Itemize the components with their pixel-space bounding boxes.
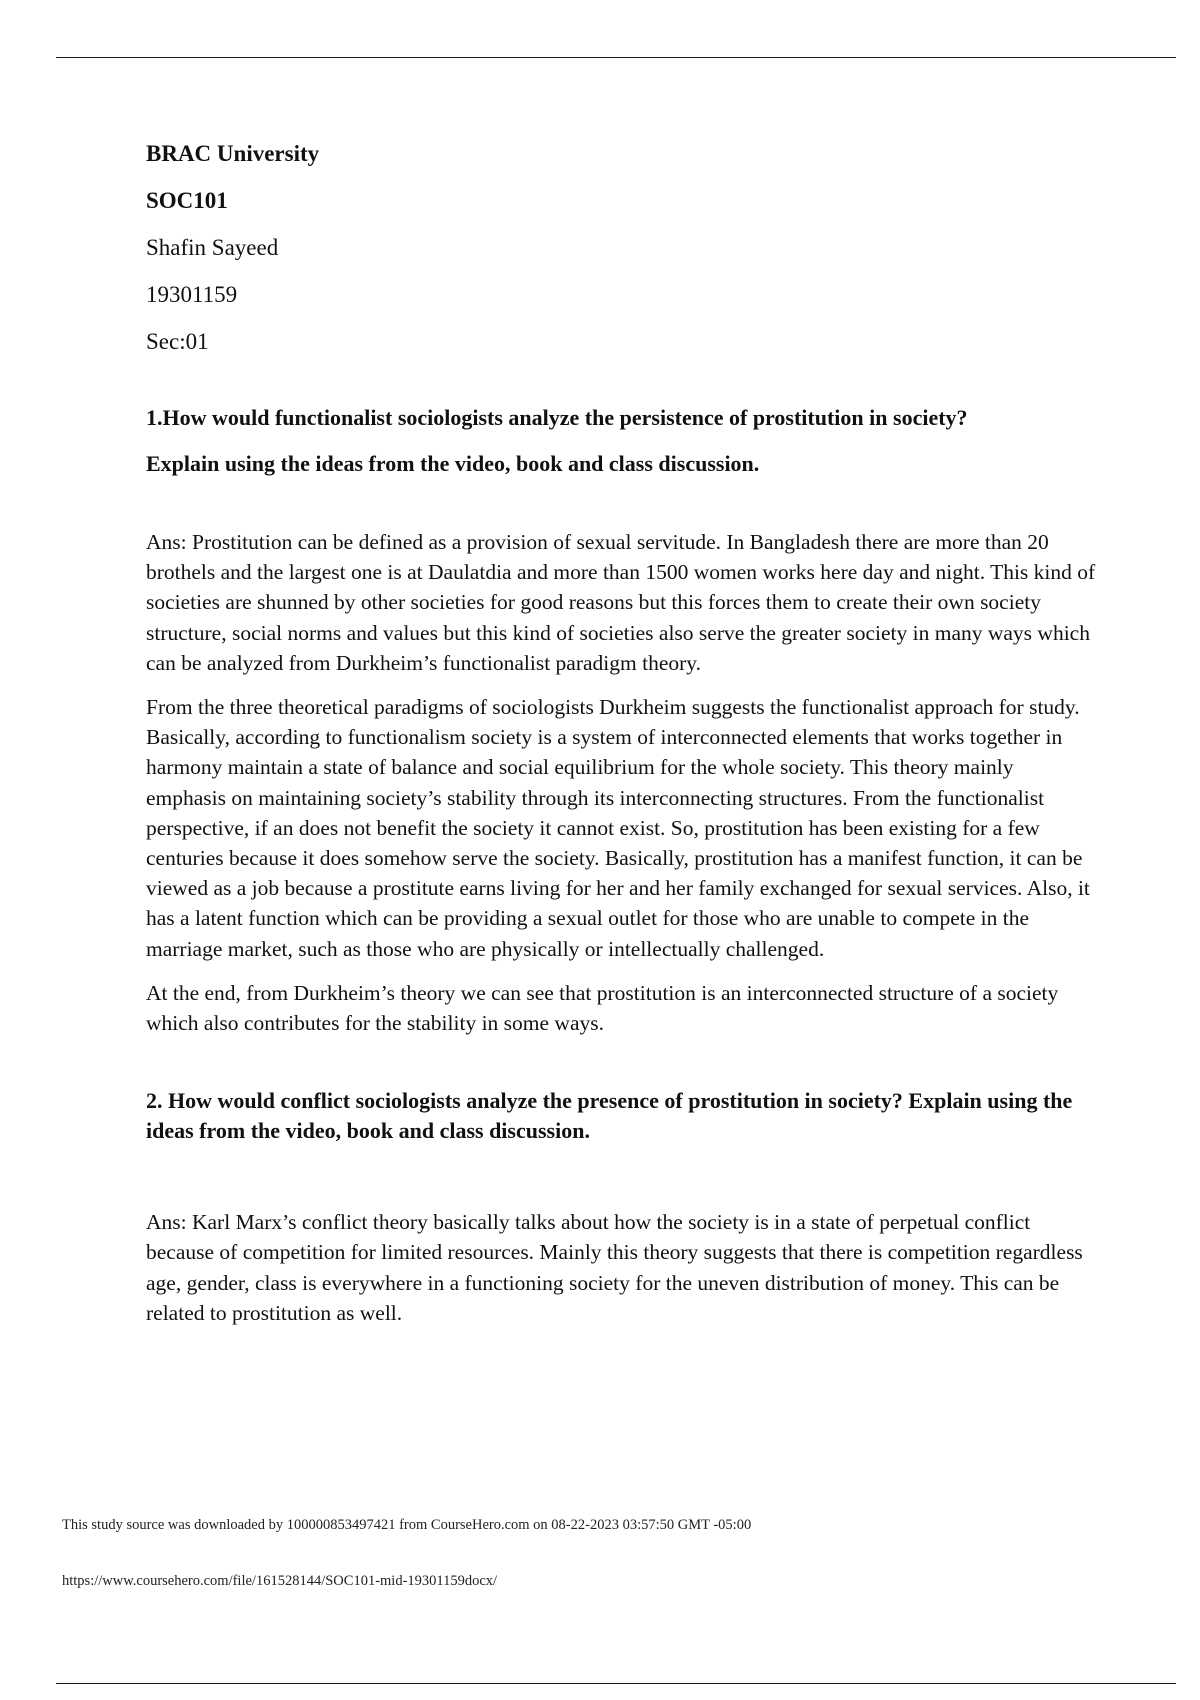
question-1-line-2: Explain using the ideas from the video, book and class discussion. (146, 451, 760, 476)
student-id: 19301159 (146, 282, 238, 307)
answer-2 (146, 1207, 1096, 1328)
top-rule (56, 57, 1176, 58)
question-1-heading (146, 403, 1096, 479)
question-1-line-1: 1.How would functionalist sociologists analyze the persistence of prostitution in society? (146, 405, 968, 430)
university-name: BRAC University (146, 141, 320, 166)
document-body (146, 140, 1096, 1342)
document-header (146, 140, 1096, 356)
student-name: Shafin Sayeed (146, 235, 279, 260)
answer-1 (146, 527, 1096, 1038)
answer-1-paragraph: At the end, from Durkheim’s theory we can see that prostitution is an interconnected structure of a society which also contributes for the stability in some ways. (146, 980, 1059, 1036)
section: Sec:01 (146, 329, 209, 354)
question-2-heading: 2. How would conflict sociologists analyze the presence of prostitution in society? Explain using the ideas from the video, book and class discussion. (146, 1088, 1073, 1144)
answer-2-paragraph: Ans: Karl Marx’s conflict theory basically talks about how the society is in a state of perpetual conflict because of competition for limited resources. Mainly this theory suggests that there is competition regardless age, gender, class is everywhere in a functioning society for the uneven distribution of money. This can be related to prostitution as well. (146, 1210, 1083, 1325)
answer-1-paragraph: From the three theoretical paradigms of sociologists Durkheim suggests the functionalist approach for study. Basically, according to functionalism society is a system of interconnected elements that works together in harmony maintain a state of balance and social equilibrium for the whole society. This theory mainly emphasis on maintaining society’s stability through its interconnecting structures. From the functionalist perspective, if an does not benefit the society it cannot exist. So, prostitution has been existing for a few centuries because it does somehow serve the society. Basically, prostitution has a manifest function, it can be viewed as a job because a prostitute earns living for her and her family exchanged for sexual services. Also, it has a latent function which can be providing a sexual outlet for those who are unable to compete in the marriage market, such as those who are physically or intellectually challenged. (146, 695, 1090, 961)
source-url[interactable]: https://www.coursehero.com/file/161528144/SOC101-mid-19301159docx/ (62, 1573, 498, 1589)
download-source-note: This study source was downloaded by 100000853497421 from CourseHero.com on 08-22-2023 03:57:50 GMT -05:00 (62, 1517, 752, 1533)
bottom-rule (56, 1683, 1176, 1684)
answer-1-paragraph: Ans: Prostitution can be defined as a provision of sexual servitude. In Bangladesh there are more than 20 brothels and the largest one is at Daulatdia and more than 1500 women works here day and night. This kind of societies are shunned by other societies for good reasons but this forces them to create their own society structure, social norms and values but this kind of societies also serve the greater society in many ways which can be analyzed from Durkheim’s functionalist paradigm theory. (146, 530, 1096, 675)
course-code: SOC101 (146, 188, 228, 213)
